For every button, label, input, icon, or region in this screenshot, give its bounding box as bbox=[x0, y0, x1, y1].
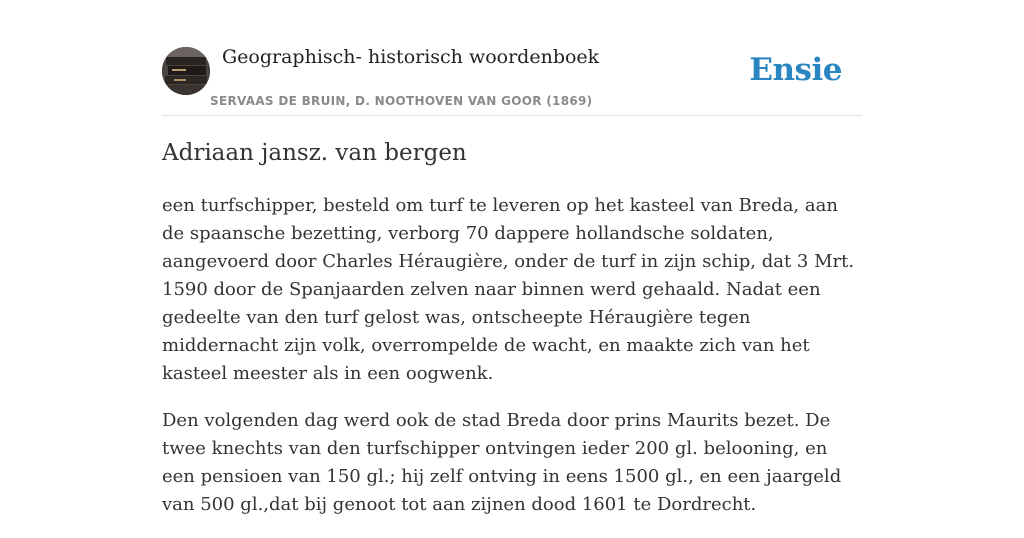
book-cover-avatar[interactable] bbox=[162, 47, 210, 95]
book-header bbox=[162, 0, 862, 116]
entry-body bbox=[162, 192, 862, 538]
ensie-logo[interactable]: Ensie bbox=[749, 52, 842, 88]
entry-title: Adriaan jansz. van bergen bbox=[162, 140, 467, 166]
book-cover-icon bbox=[162, 47, 210, 95]
book-title[interactable]: Geographisch- historisch woordenboek bbox=[222, 46, 600, 68]
entry-paragraph: Den volgenden dag werd ook de stad Breda door prins Maurits bezet. De twee knechts van den turfschipper ontvingen ieder 200 gl. belooning, en een pensioen van 150 gl.; hij zelf ontving in eens 1500 gl., en een jaargeld van 500 gl.,dat bij genoot tot aan zijnen dood 1601 te Dordrecht. bbox=[162, 410, 842, 515]
book-author: SERVAAS DE BRUIN, D. NOOTHOVEN VAN GOOR (1869) bbox=[210, 94, 593, 108]
entry-paragraph: een turfschipper, besteld om turf te leveren op het kasteel van Breda, aan de spaansche bezetting, verborg 70 dappere hollandsche soldaten, aangevoerd door Charles Héraugière, onder de turf in zijn schip, dat 3 Mrt. 1590 door de Spanjaarden zelven naar binnen werd gehaald. Nadat een gedeelte van den turf gelost was, ontscheepte Héraugière tegen middernacht zijn volk, overrompelde de wacht, en maakte zich van het kasteel meester als in een oogwenk. bbox=[162, 195, 855, 384]
page-container bbox=[162, 0, 862, 515]
